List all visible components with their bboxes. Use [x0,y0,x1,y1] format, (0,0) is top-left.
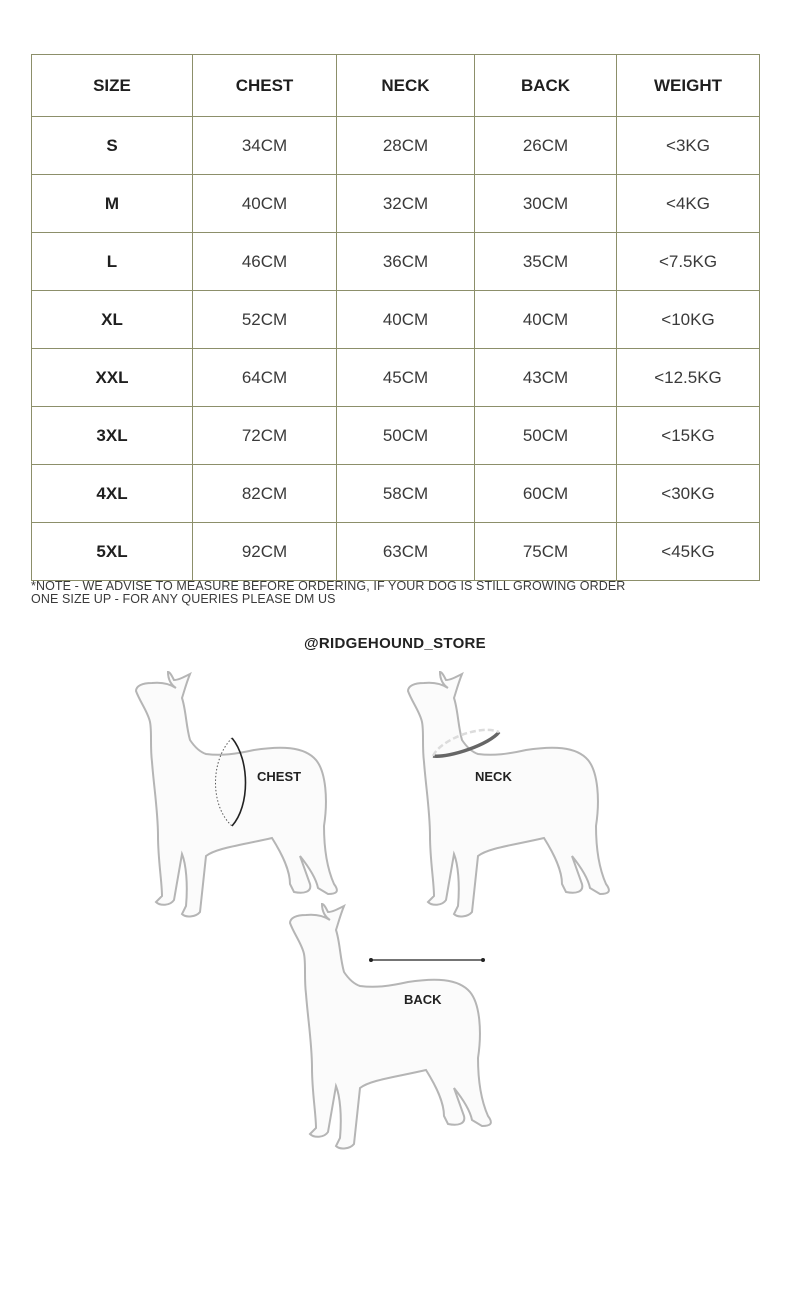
chest-cell: 64CM [193,349,337,407]
neck-cell: 28CM [337,117,475,175]
weight-cell: <3KG [617,117,760,175]
header-neck: NECK [337,55,475,117]
neck-cell: 63CM [337,523,475,581]
dog-neck-diagram [408,672,609,916]
chest-label: CHEST [257,769,302,784]
back-cell: 60CM [475,465,617,523]
size-cell: S [32,117,193,175]
neck-cell: 45CM [337,349,475,407]
weight-cell: <45KG [617,523,760,581]
header-chest: CHEST [193,55,337,117]
weight-cell: <4KG [617,175,760,233]
back-cell: 40CM [475,291,617,349]
dog-chest-diagram [136,672,337,916]
back-cell: 50CM [475,407,617,465]
chest-cell: 34CM [193,117,337,175]
dog-outline-neck [408,672,609,916]
size-cell: 3XL [32,407,193,465]
neck-label: NECK [475,769,512,784]
neck-cell: 50CM [337,407,475,465]
weight-cell: <7.5KG [617,233,760,291]
chest-cell: 82CM [193,465,337,523]
chest-cell: 40CM [193,175,337,233]
size-cell: 5XL [32,523,193,581]
neck-cell: 40CM [337,291,475,349]
neck-cell: 58CM [337,465,475,523]
dog-outline-back [290,904,491,1148]
weight-cell: <12.5KG [617,349,760,407]
dog-outline-chest [136,672,337,916]
header-weight: WEIGHT [617,55,760,117]
size-cell: M [32,175,193,233]
back-label: BACK [404,992,442,1007]
size-cell: L [32,233,193,291]
weight-cell: <30KG [617,465,760,523]
chest-cell: 52CM [193,291,337,349]
back-cell: 35CM [475,233,617,291]
header-back: BACK [475,55,617,117]
chest-cell: 72CM [193,407,337,465]
back-cell: 43CM [475,349,617,407]
back-measure-end-dot [481,958,485,962]
neck-cell: 32CM [337,175,475,233]
neck-cell: 36CM [337,233,475,291]
weight-cell: <15KG [617,407,760,465]
dog-back-diagram [290,904,491,1148]
back-cell: 75CM [475,523,617,581]
size-cell: XL [32,291,193,349]
header-size: SIZE [32,55,193,117]
back-cell: 30CM [475,175,617,233]
weight-cell: <10KG [617,291,760,349]
back-measure-start-dot [369,958,373,962]
back-cell: 26CM [475,117,617,175]
chest-cell: 46CM [193,233,337,291]
sizing-note-line-2: ONE SIZE UP - FOR ANY QUERIES PLEASE DM US [31,591,336,606]
store-handle: @RIDGEHOUND_STORE [304,635,486,652]
chest-cell: 92CM [193,523,337,581]
size-cell: 4XL [32,465,193,523]
sizing-note-line-1: *NOTE - WE ADVISE TO MEASURE BEFORE ORDERING, IF YOUR DOG IS STILL GROWING ORDER [31,579,626,593]
size-cell: XXL [32,349,193,407]
